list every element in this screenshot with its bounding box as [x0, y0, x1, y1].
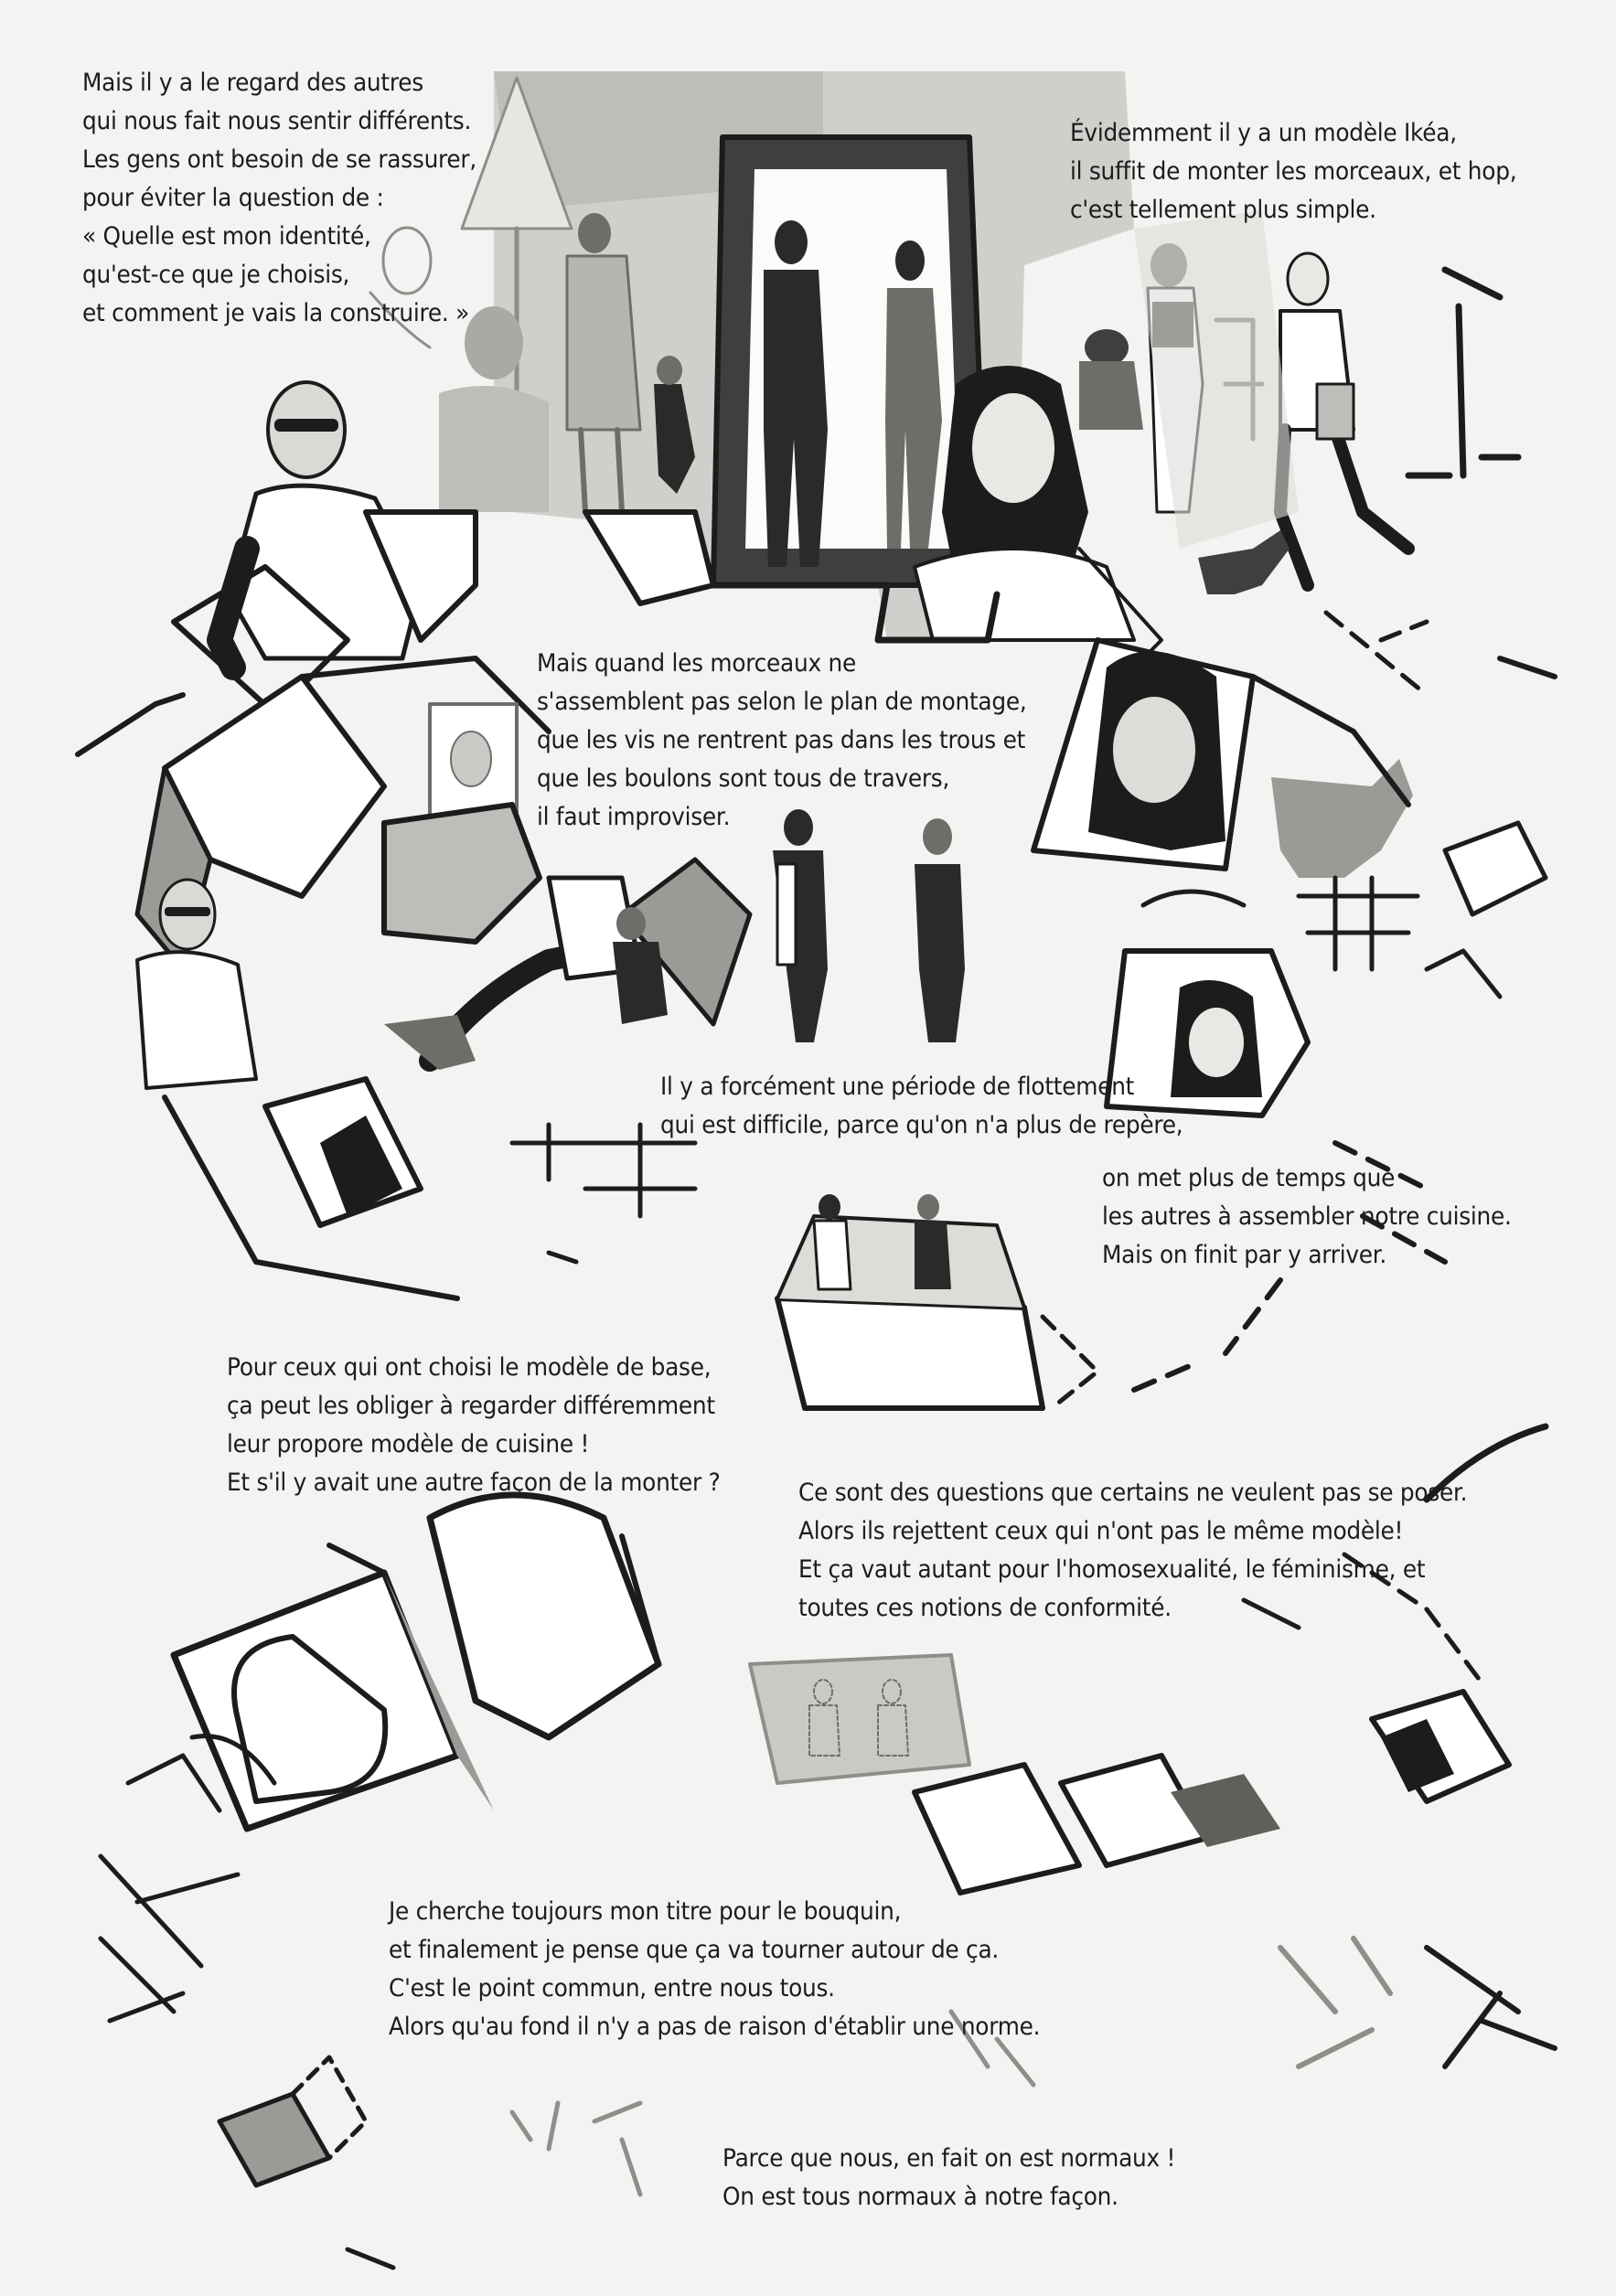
caption-assembler-cuisine [1102, 1159, 1512, 1275]
caption-line: C'est le point commun, entre nous tous. [389, 1974, 835, 2002]
caption-line: Il y a forcément une période de flottement [660, 1073, 1135, 1101]
caption-line: Et ça vaut autant pour l'homosexualité, le féminisme, et [798, 1555, 1426, 1584]
caption-line: Et s'il y avait une autre façon de la monter ? [227, 1468, 721, 1497]
caption-line: Évidemment il y a un modèle Ikéa, [1070, 119, 1457, 147]
caption-plan-de-montage [537, 645, 1026, 837]
caption-line: Ce sont des questions que certains ne veulent pas se poser. [798, 1479, 1468, 1507]
caption-line: toutes ces notions de conformité. [798, 1594, 1172, 1622]
caption-line: leur propore modèle de cuisine ! [227, 1430, 590, 1458]
caption-line: qui est difficile, parce qu'on n'a plus de repère, [660, 1111, 1183, 1139]
caption-line: ça peut les obliger à regarder différemment [227, 1392, 715, 1420]
caption-line: qui nous fait nous sentir différents. [82, 107, 472, 135]
caption-line: On est tous normaux à notre façon. [722, 2183, 1118, 2211]
caption-line: Mais on finit par y arriver. [1102, 1241, 1387, 1269]
caption-line: Mais quand les morceaux ne [537, 649, 856, 678]
caption-titre-bouquin [389, 1893, 1040, 2046]
caption-line: Alors ils rejettent ceux qui n'ont pas le même modèle! [798, 1517, 1404, 1545]
caption-line: il faut improviser. [537, 803, 731, 831]
caption-normaux [722, 2140, 1175, 2216]
caption-modele-de-base [227, 1349, 720, 1502]
caption-line: s'assemblent pas selon le plan de montage, [537, 688, 1027, 716]
man-walking-bag-figure [1280, 253, 1408, 585]
caption-modele-ikea [1070, 114, 1516, 230]
caption-line: que les boulons sont tous de travers, [537, 764, 950, 793]
woman-portrait-closeup [1033, 640, 1253, 869]
caption-regard-des-autres [82, 64, 476, 333]
caption-line: « Quelle est mon identité, [82, 222, 371, 251]
caption-line: Pour ceux qui ont choisi le modèle de base, [227, 1353, 712, 1382]
caption-line: on met plus de temps que [1102, 1164, 1396, 1192]
caption-line: et finalement je pense que ça va tourner autour de ça. [389, 1936, 1000, 1964]
caption-line: les autres à assembler notre cuisine. [1102, 1202, 1512, 1231]
caption-line: il suffit de monter les morceaux, et hop, [1070, 157, 1517, 186]
caption-flottement [660, 1068, 1183, 1145]
caption-line: Mais il y a le regard des autres [82, 69, 423, 97]
caption-line: c'est tellement plus simple. [1070, 196, 1376, 224]
caption-line: que les vis ne rentrent pas dans les trous et [537, 726, 1026, 754]
caption-line: pour éviter la question de : [82, 184, 384, 212]
caption-line: Les gens ont besoin de se rassurer, [82, 145, 476, 174]
couple-middle-figures [773, 809, 965, 1042]
caption-line: et comment je vais la construire. » [82, 299, 470, 327]
caption-line: Je cherche toujours mon titre pour le bouquin, [389, 1897, 902, 1926]
box-with-couple [777, 1194, 1097, 1408]
caption-questions [798, 1474, 1467, 1628]
caption-line: qu'est-ce que je choisis, [82, 261, 350, 289]
center-outline-figures [750, 1655, 969, 1783]
caption-line: Alors qu'au fond il n'y a pas de raison d'établir une norme. [389, 2013, 1041, 2041]
caption-line: Parce que nous, en fait on est normaux ! [722, 2144, 1176, 2173]
